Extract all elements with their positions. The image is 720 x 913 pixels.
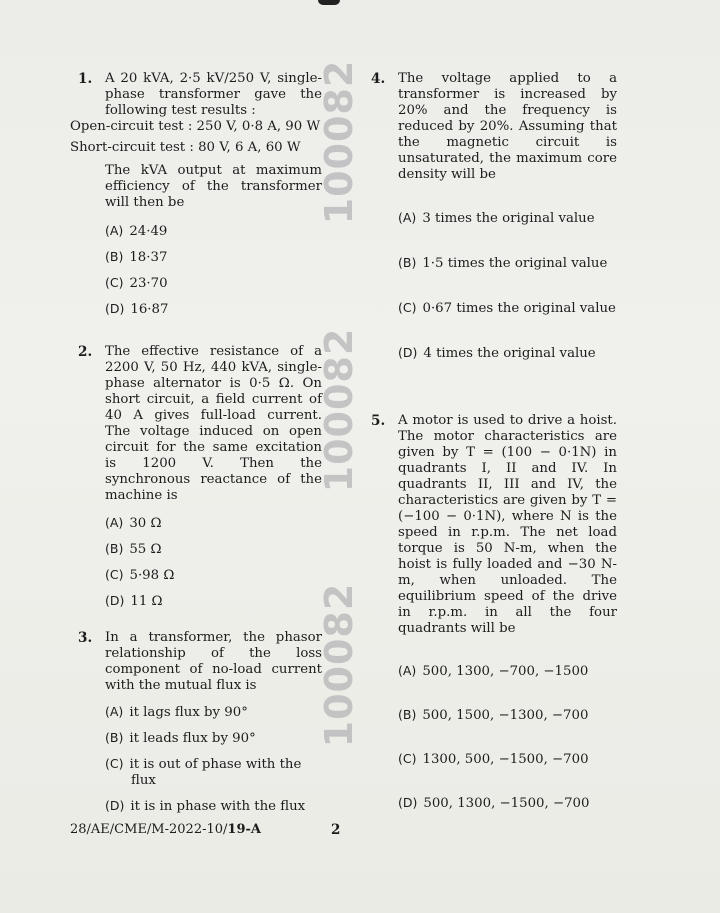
option-d[interactable]: (D) 500, 1300, −1500, −700 [398,795,590,811]
watermark-stamp: 100082 [317,582,361,748]
question-number: 5. [371,413,386,429]
option-d[interactable]: (D) 11 Ω [105,593,163,609]
option-a[interactable]: (A) 500, 1300, −700, −1500 [398,663,589,679]
question-5 [371,413,617,812]
test-result-line: Open-circuit test : 250 V, 0·8 A, 90 W [70,119,321,134]
option-a[interactable]: (A) 24·49 [105,223,168,239]
question-number: 1. [78,71,93,87]
question-text: The effective resistance of a 2200 V, 50 Hz, 440 kVA, single-phase alternator is 0·5 Ω. On short circuit, a field current of 40 A gives full-load current. The voltage induced on open circuit for the same excitation is 1200 V. Then the synchronous reactance of the machine is [105,344,322,503]
question-number: 2. [78,344,93,360]
question-1 [70,71,322,318]
option-c[interactable]: (C) 23·70 [105,275,168,291]
question-3 [70,630,322,815]
question-text: In a transformer, the phasor relationship of the loss component of no-load current with the mutual flux is [105,630,322,693]
right-column [371,71,617,812]
test-result-line: Short-circuit test : 80 V, 6 A, 60 W [70,140,301,155]
watermark-stamp: 100082 [317,327,361,493]
binding-mark [318,0,340,5]
paper-code: 28/AE/CME/M-2022-10/19-A [70,822,261,837]
option-c[interactable]: (C) 1300, 500, −1500, −700 [398,751,589,767]
question-text: A motor is used to drive a hoist. The motor characteristics are given by T = (100 − 0·1N) in quadrants I, II and IV. In quadrants II, III and IV, the characteristics are given by T = (−100 − 0·1N), where N is the speed in r.p.m. The net load torque is 50 N-m, when the hoist is fully loaded and −30 N-m, when unloaded. The equilibrium speed of the drive in r.p.m. in all the four quadrants will be [398,413,617,636]
option-c[interactable]: (C) 0·67 times the original value [398,300,616,316]
watermark-stamp: 100082 [317,59,361,225]
left-column [70,71,322,815]
option-d[interactable]: (D) 16·87 [105,301,169,317]
option-b[interactable]: (B) it leads flux by 90° [105,730,256,746]
question-text-continued: The kVA output at maximum efficiency of the transformer will then be [105,163,322,210]
question-4 [371,71,617,362]
page-number: 2 [331,822,341,838]
option-d[interactable]: (D) it is in phase with the flux [105,798,306,814]
option-c[interactable]: (C) 5·98 Ω [105,567,175,583]
option-a[interactable]: (A) 30 Ω [105,515,162,531]
question-text: A 20 kVA, 2·5 kV/250 V, single-phase transformer gave the following test results : [105,71,322,118]
option-a[interactable]: (A) 3 times the original value [398,210,595,226]
option-b[interactable]: (B) 18·37 [105,249,168,265]
question-number: 4. [371,71,386,87]
option-b[interactable]: (B) 55 Ω [105,541,162,557]
option-b[interactable]: (B) 1·5 times the original value [398,255,608,271]
option-c[interactable]: (C) it is out of phase with the flux [105,756,302,788]
option-d[interactable]: (D) 4 times the original value [398,345,596,361]
question-2 [70,344,322,610]
question-text: The voltage applied to a transformer is increased by 20% and the frequency is reduced by 20%. Assuming that the magnetic circuit is unsaturated, the maximum core density will be [398,71,617,182]
question-number: 3. [78,630,93,646]
option-a[interactable]: (A) it lags flux by 90° [105,704,248,720]
option-b[interactable]: (B) 500, 1500, −1300, −700 [398,707,589,723]
